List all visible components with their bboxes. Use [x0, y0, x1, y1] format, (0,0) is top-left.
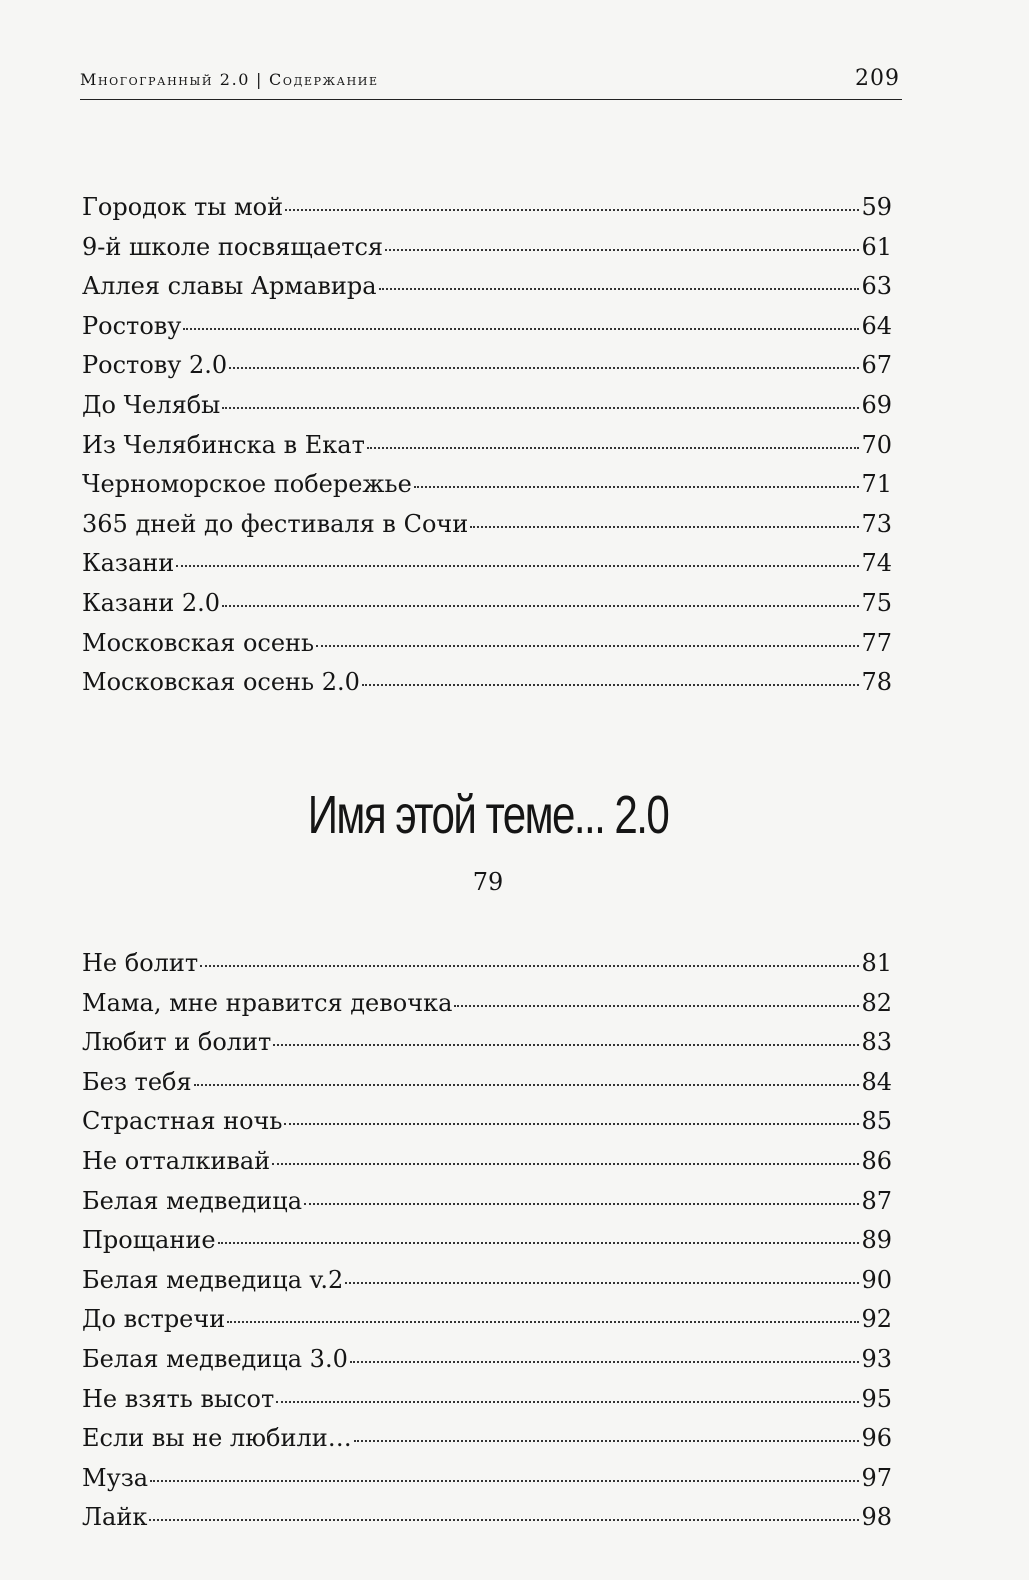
- header-section: Содержание: [269, 70, 379, 89]
- dot-leader: [470, 526, 859, 528]
- toc-entry: [82, 624, 892, 664]
- toc-entry-title: Страстная ночь: [82, 1107, 283, 1136]
- dot-leader: [149, 1519, 859, 1521]
- toc-entry-title: Любит и болит: [82, 1028, 272, 1057]
- toc-entry-page: 82: [861, 988, 892, 1017]
- toc-entry-page: 74: [861, 549, 892, 578]
- dot-leader: [222, 407, 859, 409]
- toc-entry-title: Лайк: [82, 1503, 148, 1532]
- dot-leader: [276, 1401, 859, 1403]
- toc-entry-page: 75: [861, 588, 892, 617]
- toc-entry: [82, 663, 892, 703]
- toc-entry-page: 92: [861, 1305, 892, 1334]
- toc-entry-title: Ростову 2.0: [82, 351, 228, 380]
- toc-entry: [82, 584, 892, 624]
- dot-leader: [150, 1480, 859, 1482]
- page-number: 209: [855, 66, 900, 91]
- toc-entry-title: Московская осень 2.0: [82, 668, 360, 697]
- dot-leader: [273, 1044, 859, 1046]
- toc-entry: [82, 228, 892, 268]
- toc-entry-page: 69: [861, 390, 892, 419]
- toc-entry-page: 96: [861, 1424, 892, 1453]
- toc-entry-title: Не отталкивай: [82, 1146, 271, 1175]
- toc-entry: [82, 1261, 892, 1301]
- dot-leader: [345, 1282, 859, 1284]
- toc-entry-title: Белая медведица v.2: [82, 1265, 344, 1294]
- dot-leader: [379, 288, 860, 290]
- toc-entry-page: 59: [861, 193, 892, 221]
- toc-entry: [82, 1498, 892, 1538]
- dot-leader: [350, 1361, 860, 1363]
- toc-entry: [82, 1142, 892, 1182]
- toc-entry: [82, 1340, 892, 1380]
- toc-entry: [82, 188, 892, 228]
- toc-entry-title: Если вы не любили…: [82, 1424, 352, 1453]
- toc-entry: [82, 505, 892, 545]
- section-heading: Имя этой теме... 2.0: [307, 785, 669, 845]
- toc-entry-title: Не болит: [82, 949, 199, 977]
- dot-leader: [362, 684, 860, 686]
- toc-entry: [82, 1300, 892, 1340]
- toc-entry-page: 78: [861, 668, 892, 697]
- dot-leader: [176, 565, 859, 567]
- dot-leader: [229, 367, 859, 369]
- toc-entry-title: Черноморское побережье: [82, 470, 412, 499]
- toc-entry-title: Белая медведица 3.0: [82, 1344, 348, 1373]
- toc-entry-title: Не взять высот: [82, 1384, 275, 1413]
- toc-entry: [82, 267, 892, 307]
- toc-entry-title: Аллея славы Армавира: [82, 272, 377, 301]
- book-title: Многогранный 2.0: [80, 70, 251, 89]
- toc-entry-page: 61: [861, 232, 892, 261]
- toc-entry-title: Без тебя: [82, 1067, 192, 1096]
- dot-leader: [367, 447, 860, 449]
- dot-leader: [272, 1163, 859, 1165]
- toc-list-upper: [82, 188, 892, 703]
- toc-entry-page: 70: [861, 430, 892, 459]
- toc-entry-title: До Челябы: [82, 390, 221, 419]
- dot-leader: [454, 1005, 859, 1007]
- toc-entry-title: Казани 2.0: [82, 588, 221, 617]
- toc-entry-title: Казани: [82, 549, 175, 578]
- header-separator: |: [256, 70, 264, 89]
- toc-entry-page: 64: [861, 311, 892, 340]
- toc-entry-title: Московская осень: [82, 628, 315, 657]
- toc-entry-title: Мама, мне нравится девочка: [82, 988, 453, 1017]
- toc-entry-page: 63: [861, 272, 892, 301]
- dot-leader: [304, 1203, 859, 1205]
- toc-entry-page: 86: [861, 1146, 892, 1175]
- toc-entry-page: 81: [861, 949, 892, 977]
- section-page-number: 79: [472, 868, 504, 896]
- dot-leader: [354, 1440, 860, 1442]
- toc-entry-page: 67: [861, 351, 892, 380]
- toc-entry-title: Городок ты мой: [82, 193, 284, 221]
- toc-entry: [82, 1419, 892, 1459]
- toc-entry: [82, 984, 892, 1024]
- dot-leader: [218, 1242, 860, 1244]
- toc-entry: [82, 465, 892, 505]
- toc-entry: [82, 1459, 892, 1499]
- toc-entry-page: 97: [861, 1463, 892, 1492]
- toc-entry-page: 87: [861, 1186, 892, 1215]
- dot-leader: [194, 1084, 860, 1086]
- toc-entry-page: 84: [861, 1067, 892, 1096]
- toc-entry-title: До встречи: [82, 1305, 226, 1334]
- toc-entry: [82, 944, 892, 984]
- toc-entry-page: 90: [861, 1265, 892, 1294]
- toc-entry: [82, 1102, 892, 1142]
- toc-entry-title: Из Челябинска в Екат: [82, 430, 365, 459]
- dot-leader: [316, 645, 859, 647]
- toc-entry: [82, 544, 892, 584]
- toc-entry: [82, 1221, 892, 1261]
- toc-entry-page: 83: [861, 1028, 892, 1057]
- toc-entry-page: 95: [861, 1384, 892, 1413]
- toc-entry: [82, 1023, 892, 1063]
- toc-entry-page: 73: [861, 509, 892, 538]
- toc-entry: [82, 307, 892, 347]
- toc-entry-page: 77: [861, 628, 892, 657]
- toc-entry-title: 365 дней до фестиваля в Сочи: [82, 509, 469, 538]
- dot-leader: [222, 605, 859, 607]
- dot-leader: [183, 328, 859, 330]
- toc-entry-page: 93: [861, 1344, 892, 1373]
- toc-entry: [82, 1380, 892, 1420]
- running-header: [80, 66, 900, 106]
- toc-entry-page: 89: [861, 1226, 892, 1255]
- dot-leader: [284, 1123, 859, 1125]
- toc-entry: [82, 1182, 892, 1222]
- dot-leader: [414, 486, 860, 488]
- header-rule: [80, 99, 902, 100]
- toc-entry-page: 98: [861, 1503, 892, 1532]
- toc-list-lower: [82, 944, 892, 1538]
- dot-leader: [200, 965, 859, 967]
- toc-entry: [82, 1063, 892, 1103]
- toc-entry-title: Муза: [82, 1463, 149, 1492]
- toc-entry: [82, 386, 892, 426]
- toc-entry: [82, 346, 892, 386]
- toc-entry-page: 71: [861, 470, 892, 499]
- toc-entry: [82, 426, 892, 466]
- toc-entry-title: Белая медведица: [82, 1186, 303, 1215]
- dot-leader: [385, 249, 859, 251]
- toc-entry-title: Прощание: [82, 1226, 216, 1255]
- header-left: [80, 70, 379, 89]
- dot-leader: [285, 209, 859, 211]
- toc-entry-title: 9-й школе посвящается: [82, 232, 384, 261]
- toc-entry-page: 85: [861, 1107, 892, 1136]
- toc-entry-title: Ростову: [82, 311, 182, 340]
- dot-leader: [227, 1321, 859, 1323]
